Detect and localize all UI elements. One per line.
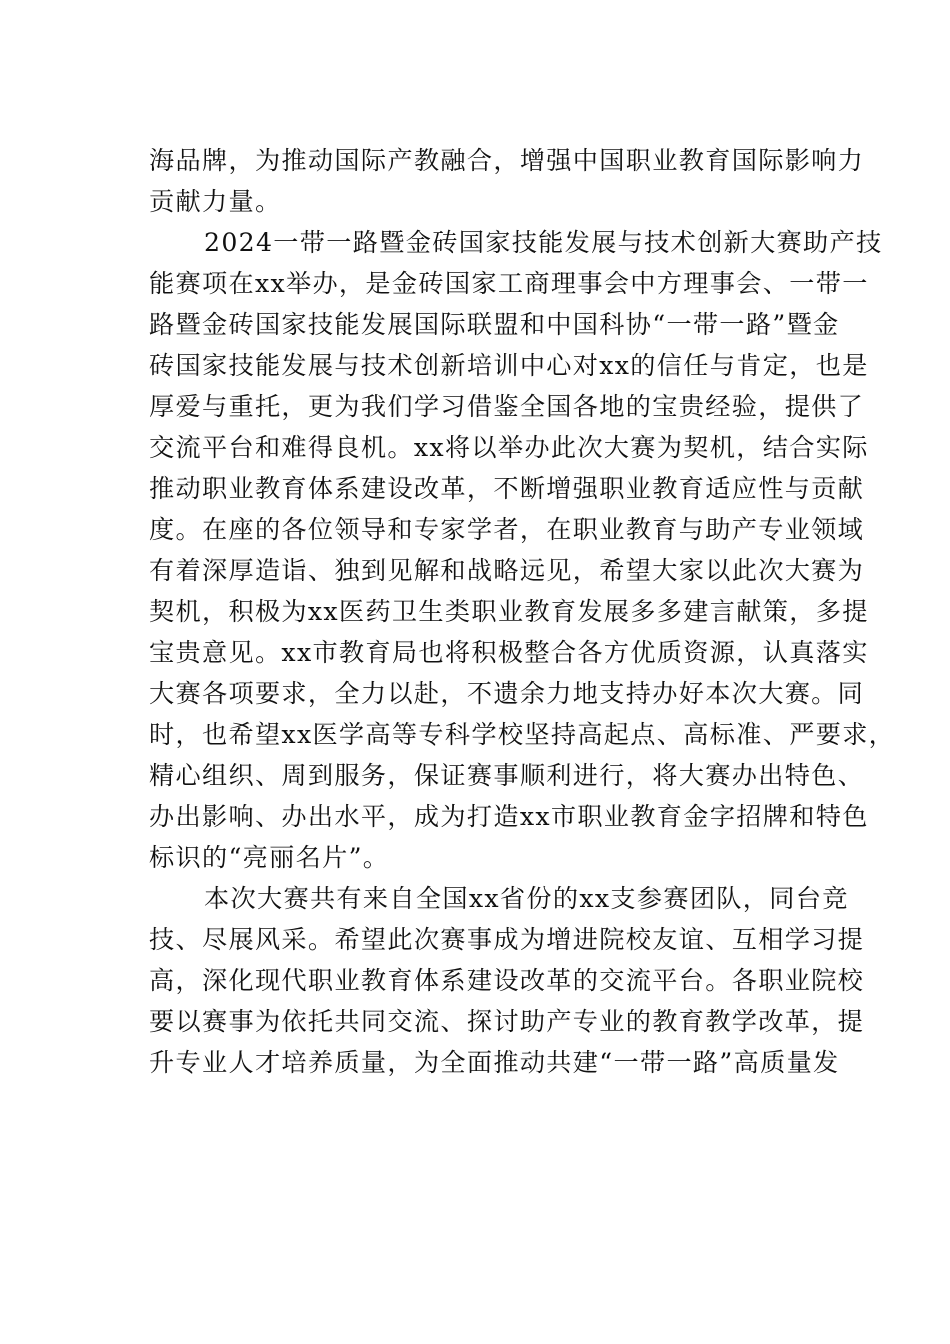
text-line: 要以赛事为依托共同交流、探讨助产专业的教育教学改革，提 — [149, 1007, 865, 1036]
text-line: 海品牌，为推动国际产教融合，增强中国职业教育国际影响力 — [149, 146, 865, 175]
text-line: 有着深厚造诣、独到见解和战略远见，希望大家以此次大赛为 — [149, 556, 865, 585]
text-line: 标识的“亮丽名片”。 — [149, 843, 390, 872]
text-line: 本次大赛共有来自全国xx省份的xx支参赛团队，同台竞 — [204, 884, 849, 913]
text-line: 升专业人才培养质量，为全面推动共建“一带一路”高质量发 — [149, 1048, 840, 1077]
text-line: 契机，积极为xx医药卫生类职业教育发展多多建言献策，多提 — [149, 597, 869, 626]
paragraph-3 — [149, 878, 865, 1083]
text-line: 路暨金砖国家技能发展国际联盟和中国科协“一带一路”暨金 — [149, 310, 840, 339]
text-line: 砖国家技能发展与技术创新培训中心对xx的信任与肯定，也是 — [149, 351, 869, 380]
text-line: 技、尽展风采。希望此次赛事成为增进院校友谊、互相学习提 — [149, 925, 865, 954]
paragraph-2 — [149, 222, 896, 878]
text-line: 大赛各项要求，全力以赴，不遗余力地支持办好本次大赛。同 — [149, 679, 865, 708]
text-line: 推动职业教育体系建设改革，不断增强职业教育适应性与贡献 — [149, 474, 865, 503]
text-line: 交流平台和难得良机。xx将以举办此次大赛为契机，结合实际 — [149, 433, 869, 462]
text-line: 宝贵意见。xx市教育局也将积极整合各方优质资源，认真落实 — [149, 638, 869, 667]
text-line: 时，也希望xx医学高等专科学校坚持高起点、高标准、严要求， — [149, 720, 896, 749]
text-line: 高，深化现代职业教育体系建设改革的交流平台。各职业院校 — [149, 966, 865, 995]
text-line: 精心组织、周到服务，保证赛事顺利进行，将大赛办出特色、 — [149, 761, 865, 790]
text-line: 2024一带一路暨金砖国家技能发展与技术创新大赛助产技 — [204, 228, 883, 257]
text-line: 度。在座的各位领导和专家学者，在职业教育与助产专业领域 — [149, 515, 865, 544]
text-line: 办出影响、办出水平，成为打造xx市职业教育金字招牌和特色 — [149, 802, 869, 831]
paragraph-1 — [149, 140, 865, 222]
text-line: 厚爱与重托，更为我们学习借鉴全国各地的宝贵经验，提供了 — [149, 392, 865, 421]
text-line: 能赛项在xx举办，是金砖国家工商理事会中方理事会、一带一 — [149, 269, 869, 298]
text-line: 贡献力量。 — [149, 187, 282, 216]
document-body — [149, 140, 896, 1083]
